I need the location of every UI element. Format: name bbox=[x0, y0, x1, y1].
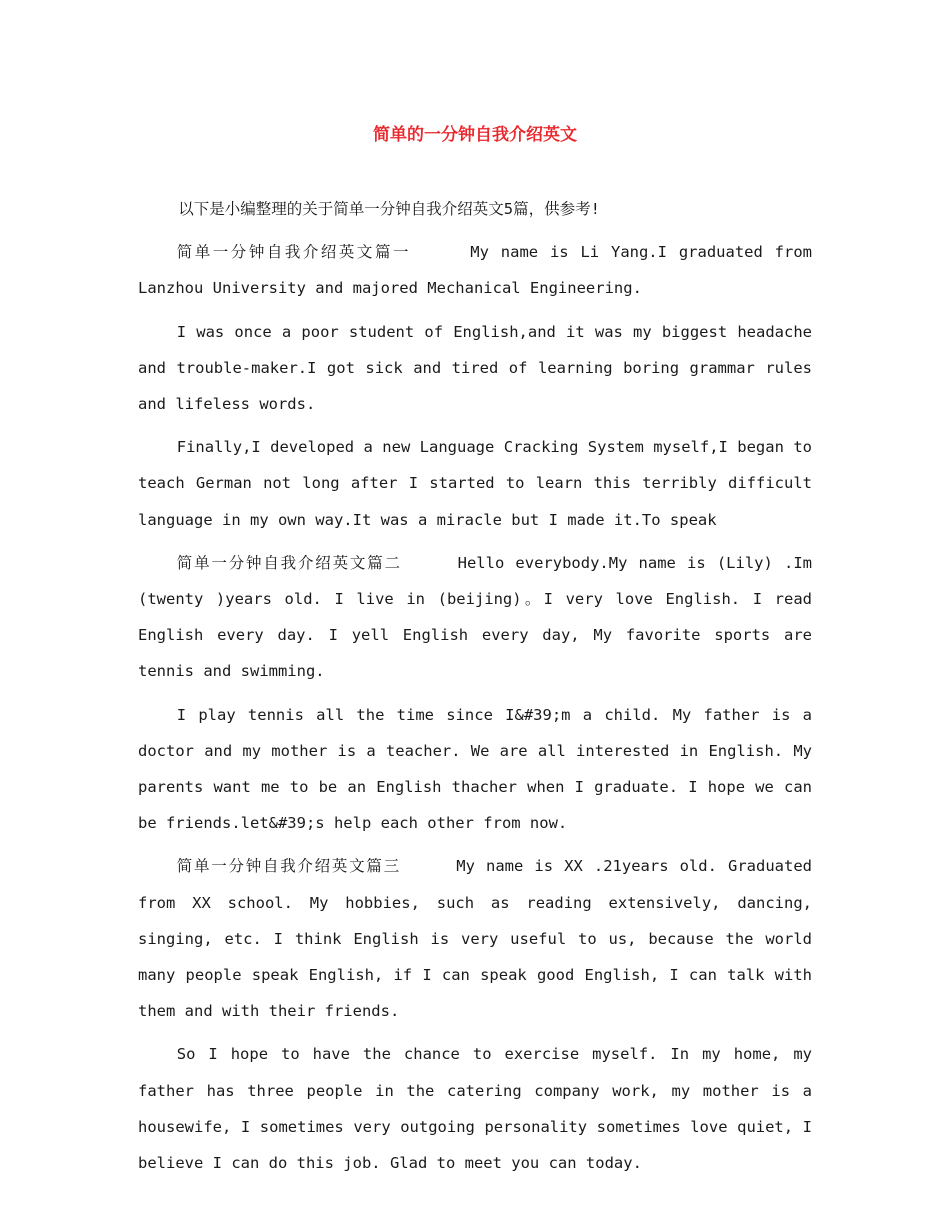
document-title: 简单的一分钟自我介绍英文 bbox=[373, 125, 577, 145]
section-heading-3: 简单一分钟自我介绍英文篇三 bbox=[176, 857, 401, 876]
paragraph-text: I play tennis all the time since I&#39;m a child. My father is a doctor and my mother is a teacher. We are all interested in English. My parents want me to be an English thacher when I graduate. I hope we can be friends.let&#39;s help each other from now. bbox=[138, 705, 822, 833]
paragraph-2 bbox=[138, 314, 822, 423]
paragraph-5 bbox=[138, 697, 822, 842]
paragraph-4 bbox=[138, 545, 822, 690]
document-body bbox=[138, 191, 822, 1181]
intro-paragraph: 以下是小编整理的关于简单一分钟自我介绍英文5篇，供参考! bbox=[178, 200, 600, 218]
paragraph-text: Finally,I developed a new Language Cracking System myself,I began to teach German not long after I started to learn this terribly difficult language in my own way.It was a miracle but I made it.To speak bbox=[138, 438, 822, 529]
paragraph-7 bbox=[138, 1036, 822, 1181]
paragraph-1 bbox=[138, 234, 822, 306]
section-heading-2: 简单一分钟自我介绍英文篇二 bbox=[176, 553, 402, 572]
paragraph-text: I was once a poor student of English,and it was my biggest headache and trouble-maker.I got sick and tired of learning boring grammar rules and lifeless words. bbox=[138, 322, 822, 414]
paragraph-text: My name is XX .21years old. Graduated from XX school. My hobbies, such as reading extensively, dancing, singing, etc. I think English is very useful to us, because the world many people speak English, if I can speak good English, I can talk with them and with their friends. bbox=[138, 857, 822, 1021]
paragraph-text: Hello everybody.My name is (Lily) .Im (twenty )years old. I live in (beijing)。I very love English. I read English every day. I yell English every day, My favorite sports are tennis and swimming. bbox=[138, 553, 822, 681]
section-heading-1: 简单一分钟自我介绍英文篇一 bbox=[176, 243, 411, 262]
paragraph-text: So I hope to have the chance to exercise myself. In my home, my father has three people in the catering company work, my mother is a housewife, I sometimes very outgoing personality sometimes love quiet, I believe I can do this job. Glad to meet you can today. bbox=[138, 1045, 822, 1173]
paragraph-text: My name is Li Yang.I graduated from Lanzhou University and majored Mechanical Engineering. bbox=[138, 243, 822, 298]
paragraph-6 bbox=[138, 848, 822, 1029]
paragraph-3 bbox=[138, 429, 822, 538]
